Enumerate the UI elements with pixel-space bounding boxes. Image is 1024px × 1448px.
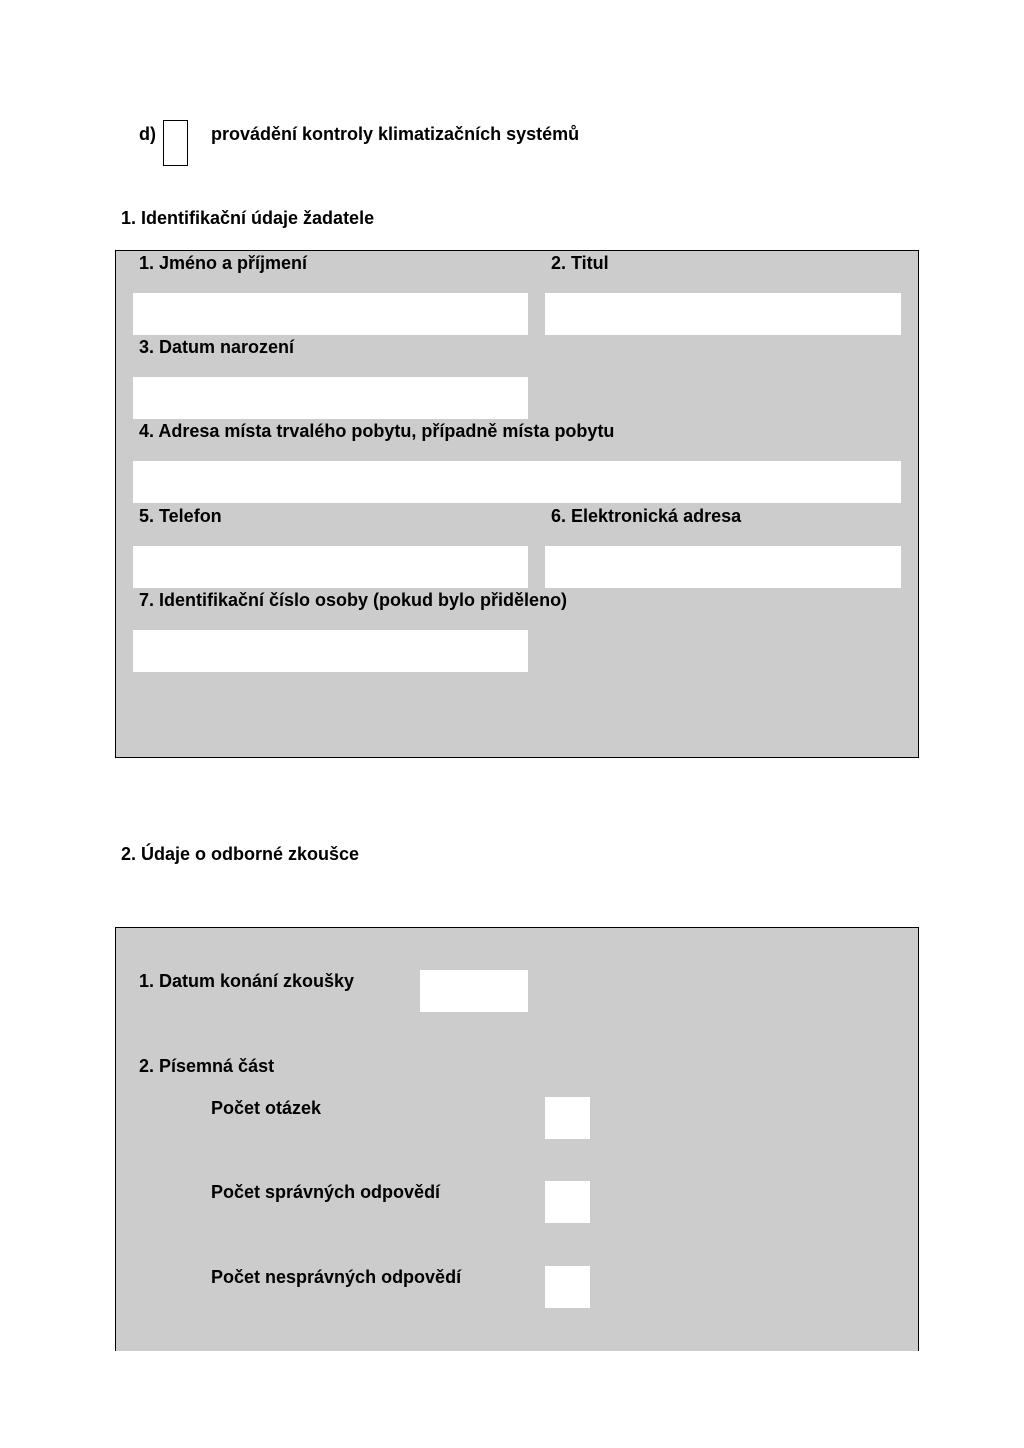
correct-answers-input[interactable] (545, 1181, 590, 1223)
written-part-label: 2. Písemná část (139, 1056, 275, 1076)
section2-heading: 2. Údaje o odborné zkoušce (121, 844, 360, 864)
address-label: 4. Adresa místa trvalého pobytu, případně místa pobytu (139, 421, 615, 441)
birth-date-label: 3. Datum narození (139, 337, 295, 357)
address-input[interactable] (133, 461, 901, 503)
phone-label: 5. Telefon (139, 506, 222, 526)
incorrect-answers-label: Počet nesprávných odpovědí (211, 1267, 462, 1287)
correct-answers-label: Počet správných odpovědí (211, 1182, 441, 1202)
incorrect-answers-input[interactable] (545, 1266, 590, 1308)
title-label: 2. Titul (551, 253, 609, 273)
id-number-label: 7. Identifikační číslo osoby (pokud bylo přiděleno) (139, 590, 568, 610)
section1-heading: 1. Identifikační údaje žadatele (121, 208, 375, 228)
email-label: 6. Elektronická adresa (551, 506, 742, 526)
exam-date-label: 1. Datum konání zkoušky (139, 971, 355, 991)
birth-date-input[interactable] (133, 377, 528, 419)
option-d-checkbox[interactable] (163, 120, 188, 166)
option-d-letter: d) (139, 124, 156, 144)
question-count-label: Počet otázek (211, 1098, 322, 1118)
option-d-label: provádění kontroly klimatizačních systémů (211, 124, 580, 144)
question-count-input[interactable] (545, 1097, 590, 1139)
title-input[interactable] (545, 293, 901, 335)
phone-input[interactable] (133, 546, 528, 588)
id-number-input[interactable] (133, 630, 528, 672)
name-label: 1. Jméno a příjmení (139, 253, 308, 273)
name-input[interactable] (133, 293, 528, 335)
exam-date-input[interactable] (420, 970, 528, 1012)
email-input[interactable] (545, 546, 901, 588)
